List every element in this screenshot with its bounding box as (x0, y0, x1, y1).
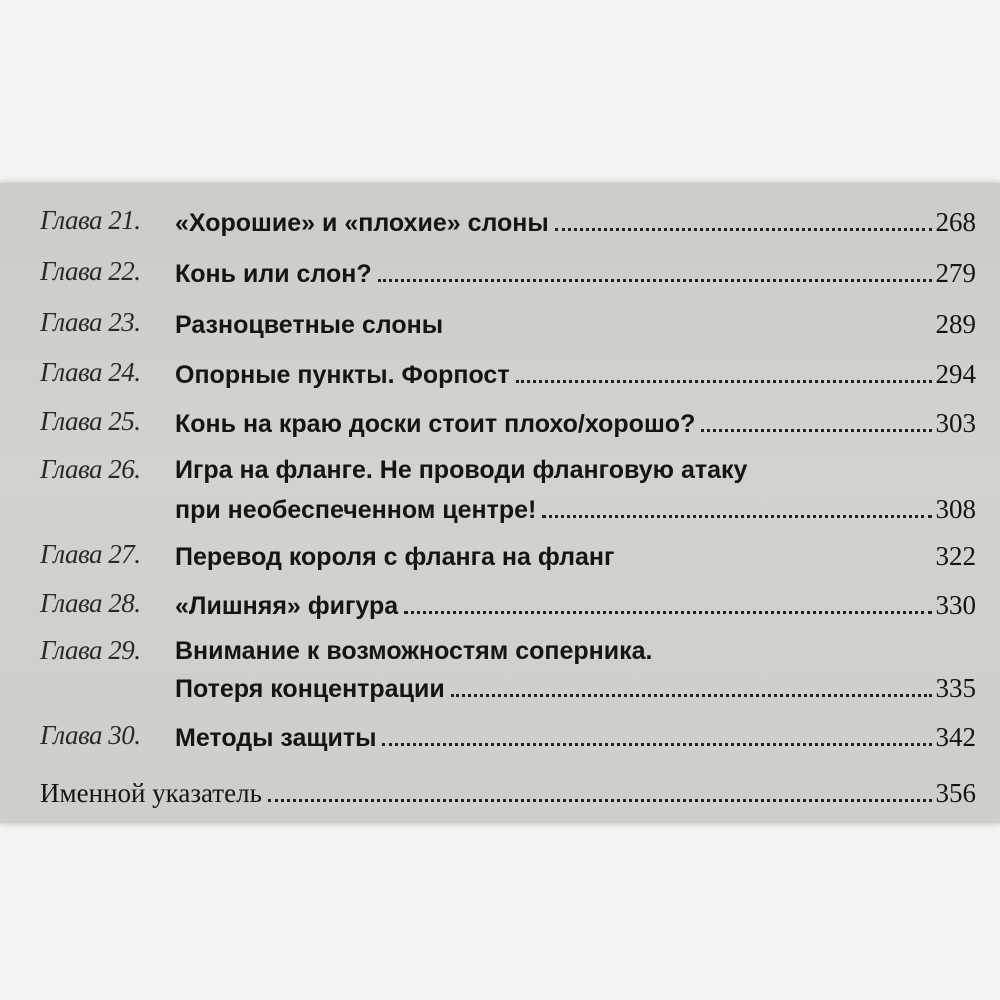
page-number: 303 (935, 408, 976, 438)
chapter-title: Конь на краю доски стоит плохо/хорошо? (175, 410, 696, 438)
dot-leader (516, 380, 932, 383)
index-title: Именной указатель (40, 778, 262, 808)
chapter-title: «Лишняя» фигура (175, 592, 399, 620)
chapter-line (175, 494, 976, 525)
chapter-line (175, 541, 976, 572)
page-number: 330 (935, 590, 976, 620)
chapter-number: Глава 27. (40, 539, 141, 569)
page-number: 322 (935, 541, 976, 571)
chapter-line (175, 590, 976, 621)
dot-leader (542, 515, 931, 518)
chapter-title: Перевод короля с фланга на фланг (175, 543, 615, 571)
page-number: 342 (935, 722, 976, 752)
page-number: 289 (935, 309, 976, 339)
chapter-title: Методы защиты (175, 724, 377, 752)
chapter-number: Глава 26. (40, 454, 141, 484)
chapter-line (175, 207, 976, 238)
book-page (0, 183, 1000, 823)
chapter-line (175, 722, 976, 753)
chapter-number: Глава 30. (40, 720, 141, 750)
chapter-title-line1: Игра на фланге. Не проводи фланговую атаку (175, 456, 748, 484)
chapter-number: Глава 23. (40, 307, 141, 337)
chapter-number: Глава 28. (40, 588, 141, 618)
page-number: 356 (935, 778, 976, 808)
chapter-line (175, 309, 976, 340)
chapter-number: Глава 29. (40, 635, 141, 665)
dot-leader (404, 611, 931, 614)
chapter-title: при необеспеченном центре! (175, 496, 537, 524)
dot-leader (378, 279, 932, 282)
chapter-title: Потеря концентрации (175, 675, 445, 703)
page-number: 279 (935, 258, 976, 288)
chapter-line (175, 673, 976, 704)
chapter-number: Глава 21. (40, 205, 141, 235)
chapter-title: «Хорошие» и «плохие» слоны (175, 209, 549, 237)
dot-leader (449, 330, 931, 333)
chapter-number: Глава 22. (40, 256, 141, 286)
dot-leader (382, 743, 931, 746)
page-number: 308 (935, 494, 976, 524)
chapter-line (175, 359, 976, 390)
chapter-number: Глава 25. (40, 406, 141, 436)
index-line (40, 778, 976, 809)
dot-leader (620, 562, 931, 565)
chapter-title: Разноцветные слоны (175, 311, 444, 339)
chapter-title: Конь или слон? (175, 260, 372, 288)
dot-leader (555, 228, 932, 231)
chapter-title: Опорные пункты. Форпост (175, 361, 510, 389)
page-number: 335 (935, 673, 976, 703)
chapter-line (175, 408, 976, 439)
page-number: 268 (935, 207, 976, 237)
dot-leader (701, 429, 931, 432)
chapter-line (175, 258, 976, 289)
page-number: 294 (935, 359, 976, 389)
chapter-number: Глава 24. (40, 357, 141, 387)
chapter-title-line1: Внимание к возможностям соперника. (175, 637, 653, 665)
dot-leader (451, 694, 932, 697)
dot-leader (268, 799, 932, 802)
